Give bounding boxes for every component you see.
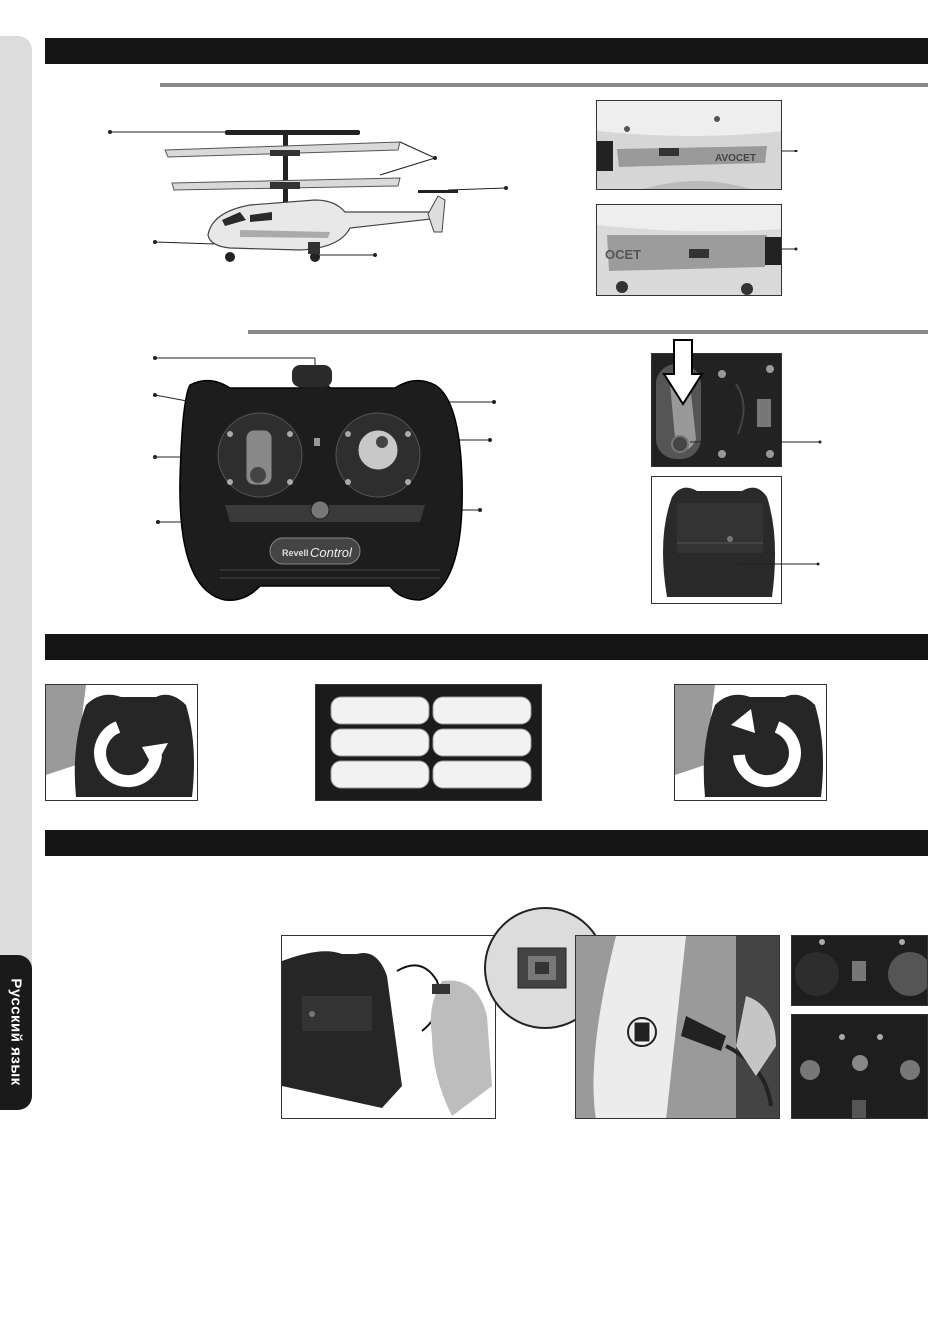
helicopter-diagram [100,120,520,270]
callout-line [690,438,825,446]
helicopter-charging-photo [575,935,780,1119]
subsection-rule-2 [248,330,928,334]
charging-cable-photo [281,935,496,1119]
down-arrow-icon [662,338,704,408]
battery-cover-open-photo [45,684,198,801]
remote-charge-led-photo-2 [791,1014,928,1119]
remote-controller-diagram [150,350,500,610]
section-header-bar-1 [45,38,928,64]
callout-line [782,247,802,251]
callout-line [738,560,823,568]
remote-back-photo [651,476,782,604]
logo-product: Control [310,545,352,560]
battery-compartment-photo [315,684,542,801]
section-header-bar-3 [45,830,928,856]
logo-brand: Revell [282,548,309,558]
helicopter-switch-photo-2 [596,204,782,296]
language-label: Русский язык [7,978,25,1086]
section-header-bar-2 [45,634,928,660]
subsection-rule-1 [160,83,928,87]
remote-charge-led-photo-1 [791,935,928,1006]
helicopter-switch-photo-1 [596,100,782,190]
helicopter-body-text: AVOCET [715,153,756,164]
callout-line [782,150,802,152]
sidebar [0,36,32,1110]
helicopter-tail-text: OCET [605,247,642,262]
battery-cover-close-photo [674,684,827,801]
